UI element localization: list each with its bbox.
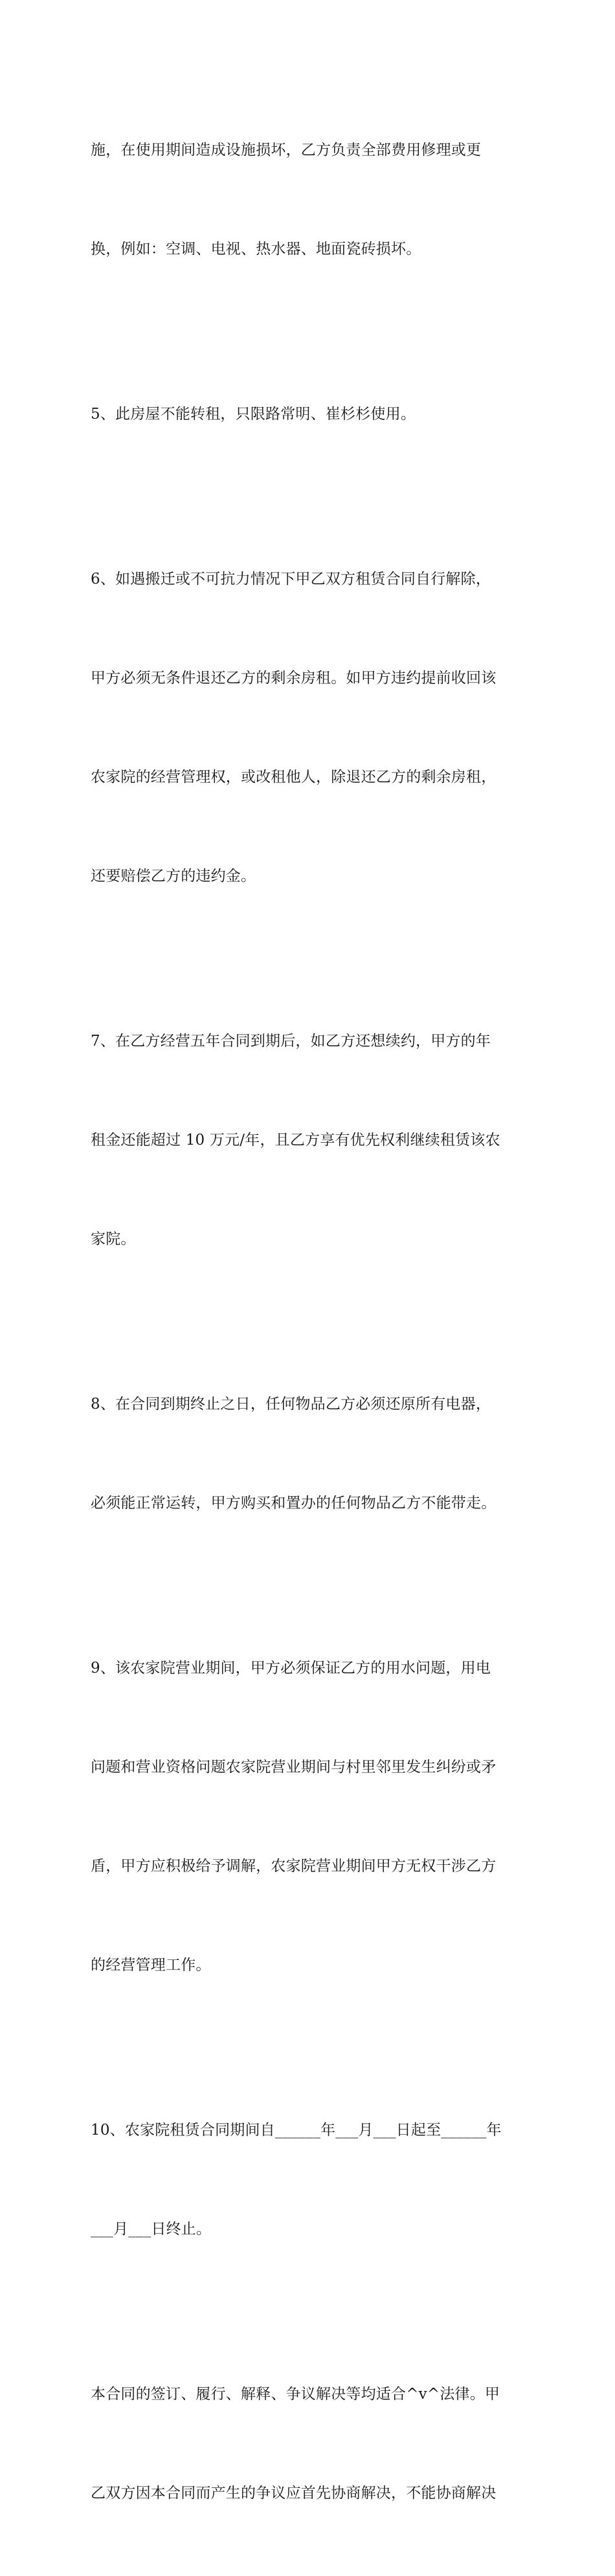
text-line: 7、在乙方经营五年合同到期后，如乙方还想续约，甲方的年 bbox=[91, 1033, 491, 1050]
text-line: 6、如遇搬迁或不可抗力情况下甲乙双方租赁合同自行解除， bbox=[91, 571, 491, 588]
paragraph-clause-4-continued bbox=[91, 68, 531, 332]
document-body bbox=[91, 68, 531, 2576]
paragraph-clause-6 bbox=[91, 497, 531, 959]
text-line: 施，在使用期间造成设施损坏，乙方负责全部费用修理或更 bbox=[91, 142, 482, 159]
text-line: 问题和营业资格问题农家院营业期间与村里邻里发生纠纷或矛 bbox=[91, 1759, 497, 1776]
text-line: 家院。 bbox=[91, 1231, 136, 1248]
text-line: 农家院的经营管理权，或改租他人，除退还乙方的剩余房租， bbox=[91, 769, 497, 786]
text-line: 5、此房屋不能转租，只限路常明、崔杉杉使用。 bbox=[91, 406, 416, 423]
text-line: 的经营管理工作。 bbox=[91, 1957, 211, 1974]
text-line: 盾，甲方应积极给予调解，农家院营业期间甲方无权干涉乙方 bbox=[91, 1858, 497, 1875]
paragraph-clause-10 bbox=[91, 2048, 531, 2312]
paragraph-clause-7 bbox=[91, 959, 531, 1322]
text-line: 9、该农家院营业期间，甲方必须保证乙方的用水问题，用电 bbox=[91, 1660, 491, 1677]
text-line: 乙双方因本合同而产生的争议应首先协商解决，不能协商解决 bbox=[91, 2485, 497, 2502]
text-line: 换，例如：空调、电视、热水器、地面瓷砖损坏。 bbox=[91, 241, 421, 258]
text-line: 10、农家院租赁合同期间自______年___月___日起至______年 bbox=[91, 2122, 502, 2139]
paragraph-clause-8 bbox=[91, 1322, 531, 1586]
text-line: 还要赔偿乙方的违约金。 bbox=[91, 868, 256, 885]
text-line: 必须能正常运转，甲方购买和置办的任何物品乙方不能带走。 bbox=[91, 1495, 497, 1512]
text-line: ___月___日终止。 bbox=[91, 2221, 212, 2238]
text-line: 8、在合同到期终止之日，任何物品乙方必须还原所有电器， bbox=[91, 1396, 491, 1413]
text-line: 租金还能超过 10 万元/年，且乙方享有优先权利继续租赁该农 bbox=[91, 1132, 500, 1149]
text-line: 甲方必须无条件退还乙方的剩余房租。如甲方违约提前收回该 bbox=[91, 670, 497, 687]
paragraph-governing-law bbox=[91, 2312, 531, 2576]
paragraph-clause-9 bbox=[91, 1586, 531, 2048]
paragraph-clause-5 bbox=[91, 332, 531, 497]
text-line: 本合同的签订、履行、解释、争议解决等均适合^v^法律。甲 bbox=[91, 2386, 500, 2403]
